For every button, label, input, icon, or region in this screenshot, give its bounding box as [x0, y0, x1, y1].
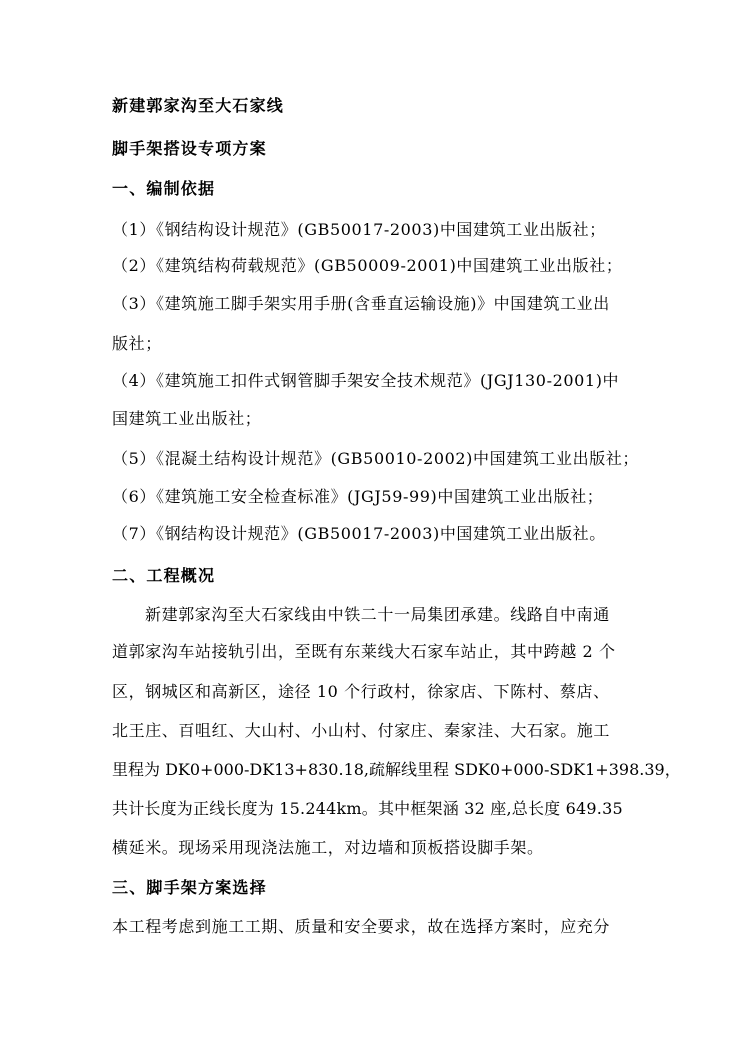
overview-line-7: 横延米。现场采用现浇法施工，对边墙和顶板搭设脚手架。	[112, 838, 544, 857]
overview-line-2: 道郭家沟车站接轨引出，至既有东莱线大石家车站止，其中跨越 2 个	[112, 642, 616, 661]
section-heading-basis: 一、编制依据	[112, 179, 216, 198]
overview-line-1: 新建郭家沟至大石家线由中铁二十一局集团承建。线路自中南通	[145, 605, 610, 624]
section-heading-overview: 二、工程概况	[112, 566, 216, 585]
basis-line-3-cont: 版社；	[112, 334, 162, 353]
basis-line-5: （5）《混凝土结构设计规范》(GB50010-2002)中国建筑工业出版社；	[112, 449, 640, 468]
overview-line-4: 北王庄、百咀红、大山村、小山村、付家庄、秦家洼、大石家。施工	[112, 721, 611, 740]
selection-line-1: 本工程考虑到施工工期、质量和安全要求，故在选择方案时，应充分	[112, 917, 611, 936]
overview-line-3: 区，钢城区和高新区，途径 10 个行政村，徐家店、下陈村、蔡店、	[112, 682, 610, 701]
overview-line-5: 里程为 DK0+000-DK13+830.18,疏解线里程 SDK0+000-SDK1+398.39，	[112, 760, 681, 779]
section-heading-scaffold-selection: 三、脚手架方案选择	[112, 878, 267, 897]
basis-line-6: （6）《建筑施工安全检查标准》(JGJ59-99)中国建筑工业出版社；	[112, 487, 604, 506]
basis-line-1: （1）《钢结构设计规范》(GB50017-2003)中国建筑工业出版社；	[112, 220, 606, 239]
document-title-line-1: 新建郭家沟至大石家线	[112, 96, 285, 115]
basis-line-3: （3）《建筑施工脚手架实用手册(含垂直运输设施)》中国建筑工业出	[112, 294, 610, 313]
basis-line-4: （4）《建筑施工扣件式钢管脚手架安全技术规范》(JGJ130-2001)中	[112, 371, 620, 390]
basis-line-2: （2）《建筑结构荷载规范》(GB50009-2001)中国建筑工业出版社；	[112, 256, 623, 275]
basis-line-4-cont: 国建筑工业出版社；	[112, 409, 262, 428]
overview-line-6: 共计长度为正线长度为 15.244km。其中框架涵 32 座,总长度 649.35	[112, 799, 623, 818]
basis-line-7: （7）《钢结构设计规范》(GB50017-2003)中国建筑工业出版社。	[112, 524, 606, 543]
document-title-line-2: 脚手架搭设专项方案	[112, 139, 267, 158]
